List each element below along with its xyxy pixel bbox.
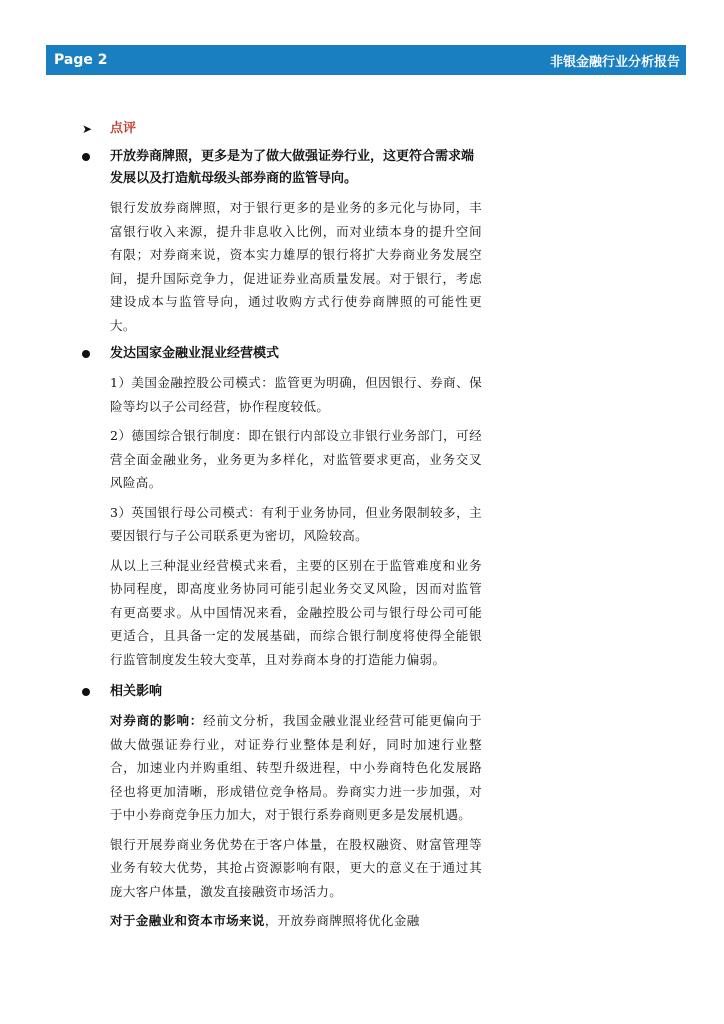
page-number: Page 2 xyxy=(54,52,108,68)
report-title: 非银金融行业分析报告 xyxy=(549,54,680,70)
comment-section-heading xyxy=(82,118,482,140)
heading-mixed-operation-models: 发达国家金融业混业经营模式 xyxy=(110,346,280,361)
capital-market-text: ，开放券商牌照将优化金融 xyxy=(264,913,420,928)
paragraph-bank-brokerage: 银行发放券商牌照，对于银行更多的是业务的多元化与协同，丰富银行收入来源，提升非息收入比例，而对业绩本身的提升空间有限；对券商来说，资本实力雄厚的银行将扩大券商业务发展空间，提升国际竞争力，促进证券业高质量发展。对于银行，考虑建设成本与监管导向，通过收购方式行使券商牌照的可能性更大。 xyxy=(110,200,482,333)
impact-lead: 对券商的影响： xyxy=(110,713,204,728)
bullet-dot-icon xyxy=(82,153,90,161)
bullet-heading-3 xyxy=(82,681,482,703)
paragraph-uk-model: 3）英国银行母公司模式：有利于业务协同，但业务限制较多，主要因银行与子公司联系更为密切，风险较高。 xyxy=(110,504,482,543)
heading-brokerage-license: 开放券商牌照，更多是为了做大做强证券行业，这更符合需求端发展以及打造航母级头部券商的监管导向。 xyxy=(110,149,475,186)
document-body xyxy=(82,118,482,933)
paragraph-impact-on-brokers xyxy=(110,709,482,827)
arrow-bullet-icon: ➤ xyxy=(82,122,93,136)
impact-text: 经前文分析，我国金融业混业经营可能更偏向于做大做强证券行业，对证券行业整体是利好，同时加速行业整合，加速业内并购重组、转型升级进程，中小券商特色化发展路径也将更加清晰，形成错位竞争格局。券商实力进一步加强，对于中小券商竞争压力加大，对于银行系券商则更多是发展机遇。 xyxy=(110,713,482,822)
bullet-heading-2 xyxy=(82,343,482,365)
page-header xyxy=(46,45,686,75)
paragraph-us-model: 1）美国金融控股公司模式：监管更为明确，但因银行、券商、保险等均以子公司经营，协作程度较低。 xyxy=(110,375,482,414)
heading-related-impact: 相关影响 xyxy=(110,684,163,699)
paragraph-capital-market xyxy=(110,909,482,933)
capital-market-lead: 对于金融业和资本市场来说 xyxy=(110,913,265,928)
bullet-dot-icon xyxy=(82,350,90,358)
paragraph-germany-model: 2）德国综合银行制度：即在银行内部设立非银行业务部门，可经营全面金融业务，业务更为多样化，对监管要求更高，业务交叉风险高。 xyxy=(110,428,482,490)
bullet-dot-icon xyxy=(82,688,90,696)
comment-label: 点评 xyxy=(110,121,137,136)
paragraph-bank-advantage: 银行开展券商业务优势在于客户体量，在股权融资、财富管理等业务有较大优势，其抢占资源影响有限，更大的意义在于通过其庞大客户体量，激发直接融资市场活力。 xyxy=(110,836,482,899)
bullet-heading-1 xyxy=(82,146,482,190)
paragraph-model-summary: 从以上三种混业经营模式来看，主要的区别在于监管难度和业务协同程度，即高度业务协同可能引起业务交叉风险，因而对监管有更高要求。从中国情况来看，金融控股公司与银行母公司可能更适合，且具备一定的发展基础，而综合银行制度将使得全能银行监管制度发生较大变革，且对券商本身的打造能力偏弱。 xyxy=(110,557,482,667)
